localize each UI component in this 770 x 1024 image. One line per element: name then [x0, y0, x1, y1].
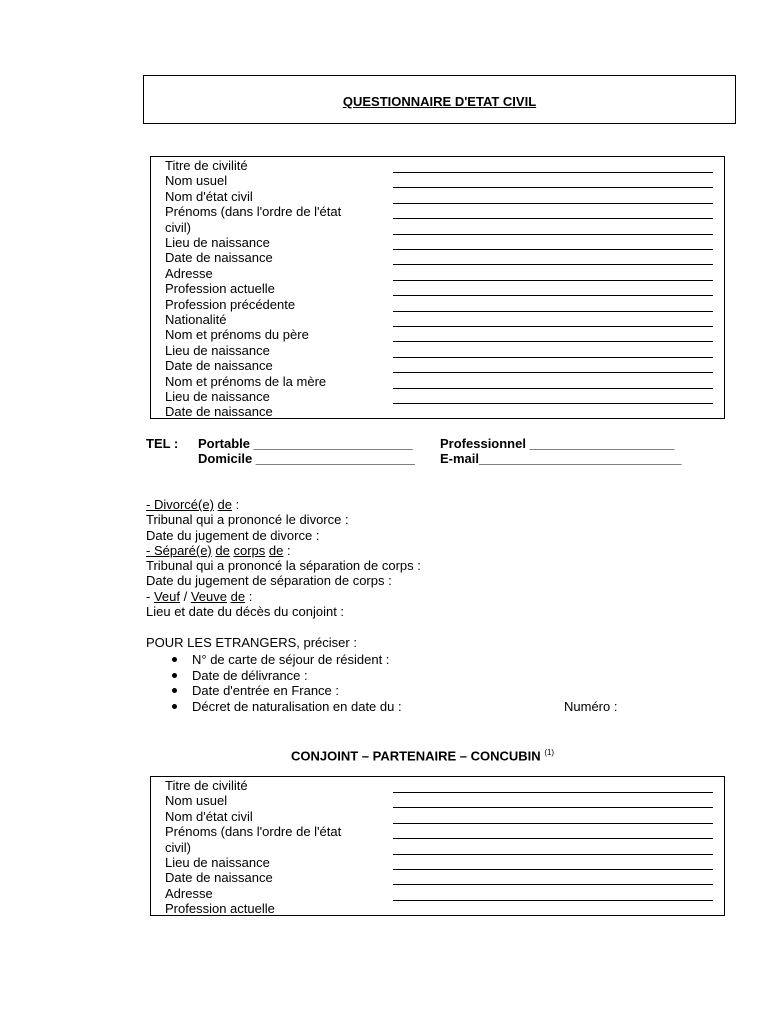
bullet-icon	[172, 673, 177, 678]
etranger-delivrance: Date de délivrance :	[192, 668, 308, 683]
etranger-decret: Décret de naturalisation en date du :	[192, 699, 402, 714]
personal-field-label-2: Nom d'état civil	[165, 188, 253, 204]
bullet-icon	[172, 688, 177, 693]
divorce-de: de	[217, 497, 233, 512]
conjoint-info-box	[150, 776, 725, 916]
conjoint-field-answer-line[interactable]	[393, 807, 713, 808]
separe-colon: :	[283, 543, 291, 558]
personal-field-answer-line[interactable]	[393, 187, 713, 188]
etranger-carte: N° de carte de séjour de résident :	[192, 652, 390, 667]
personal-field-label-4: civil)	[165, 219, 191, 235]
conjoint-field-label-5: Lieu de naissance	[165, 855, 270, 870]
title-box	[143, 75, 736, 124]
numero-label: Numéro :	[564, 699, 618, 714]
bullet-icon	[172, 657, 177, 662]
etranger-entree: Date d'entrée en France :	[192, 683, 340, 698]
divorce-colon: :	[232, 497, 240, 512]
separe-de2: de	[268, 543, 284, 558]
personal-field-label-16: Date de naissance	[165, 404, 273, 420]
veuf-colon: :	[245, 589, 253, 604]
veuf-word: Veuf	[153, 589, 180, 604]
conjoint-field-answer-line[interactable]	[393, 884, 713, 885]
personal-field-label-8: Profession actuelle	[165, 281, 275, 297]
personal-field-answer-line[interactable]	[393, 295, 713, 296]
personal-field-label-11: Nom et prénoms du père	[165, 327, 309, 343]
veuve-word: Veuve	[190, 589, 227, 604]
personal-field-answer-line[interactable]	[393, 311, 713, 312]
divorce-tribunal: Tribunal qui a prononcé le divorce :	[146, 512, 349, 527]
personal-field-label-14: Nom et prénoms de la mère	[165, 373, 327, 389]
personal-field-answer-line[interactable]	[393, 218, 713, 219]
separe-de1: de	[215, 543, 230, 558]
etrangers-heading: POUR LES ETRANGERS, préciser :	[146, 635, 357, 650]
personal-field-label-5: Lieu de naissance	[165, 235, 270, 250]
tel-label: TEL :	[146, 436, 179, 451]
personal-field-answer-line[interactable]	[393, 203, 713, 204]
personal-field-label-13: Date de naissance	[165, 358, 273, 374]
veuf-dash: -	[146, 589, 154, 604]
personal-field-label-1: Nom usuel	[165, 173, 228, 189]
personal-field-answer-line[interactable]	[393, 357, 713, 358]
conjoint-field-label-7: Adresse	[165, 885, 213, 901]
conjoint-field-label-3: Prénoms (dans l'ordre de l'état	[165, 824, 342, 840]
separe-word: - Séparé(e)	[146, 543, 212, 558]
personal-info-box	[150, 156, 725, 419]
personal-field-answer-line[interactable]	[393, 234, 713, 235]
tel-professionnel-field[interactable]: Professionnel ____________________	[440, 436, 675, 451]
personal-field-answer-line[interactable]	[393, 372, 713, 373]
veuf-slash: /	[179, 589, 191, 604]
veuf-line	[146, 589, 252, 604]
personal-field-answer-line[interactable]	[393, 341, 713, 342]
conjoint-field-answer-line[interactable]	[393, 854, 713, 855]
conjoint-field-label-1: Nom usuel	[165, 793, 228, 809]
conjoint-field-answer-line[interactable]	[393, 823, 713, 824]
personal-field-label-0: Titre de civilité	[165, 158, 248, 173]
page-title: QUESTIONNAIRE D'ETAT CIVIL	[342, 94, 537, 109]
separe-line	[146, 543, 291, 558]
personal-field-answer-line[interactable]	[393, 280, 713, 281]
separe-corps: corps	[233, 543, 266, 558]
personal-field-answer-line[interactable]	[393, 326, 713, 327]
conjoint-field-label-8: Profession actuelle	[165, 901, 275, 917]
conjoint-heading-text: CONJOINT – PARTENAIRE – CONCUBIN	[291, 748, 541, 764]
bullet-icon	[172, 704, 177, 709]
personal-field-label-7: Adresse	[165, 265, 213, 281]
personal-field-answer-line[interactable]	[393, 249, 713, 250]
tel-portable-field[interactable]: Portable ______________________	[198, 436, 413, 451]
divorce-date: Date du jugement de divorce :	[146, 528, 320, 543]
divorce-dash: -	[146, 497, 154, 512]
conjoint-field-label-4: civil)	[165, 839, 191, 855]
personal-field-label-12: Lieu de naissance	[165, 342, 270, 358]
separe-tribunal: Tribunal qui a prononcé la séparation de corps :	[146, 558, 421, 573]
conjoint-field-label-0: Titre de civilité	[165, 778, 248, 793]
personal-field-label-15: Lieu de naissance	[165, 389, 270, 404]
personal-field-label-9: Profession précédente	[165, 296, 296, 312]
personal-field-answer-line[interactable]	[393, 403, 713, 404]
deces-line: Lieu et date du décès du conjoint :	[146, 604, 345, 619]
personal-field-label-3: Prénoms (dans l'ordre de l'état	[165, 204, 342, 220]
divorce-line	[146, 497, 239, 512]
conjoint-field-answer-line[interactable]	[393, 792, 713, 793]
personal-field-answer-line[interactable]	[393, 264, 713, 265]
veuf-de: de	[230, 589, 246, 604]
separe-date: Date du jugement de séparation de corps :	[146, 573, 392, 588]
divorce-word: Divorcé(e)	[153, 497, 214, 512]
conjoint-field-label-2: Nom d'état civil	[165, 808, 253, 824]
conjoint-field-answer-line[interactable]	[393, 838, 713, 839]
email-field[interactable]: E-mail____________________________	[440, 451, 682, 466]
conjoint-heading	[291, 745, 554, 763]
personal-field-answer-line[interactable]	[393, 388, 713, 389]
tel-domicile-field[interactable]: Domicile ______________________	[198, 451, 415, 466]
footnote-mark: (1)	[544, 748, 555, 757]
personal-field-label-10: Nationalité	[165, 312, 227, 327]
conjoint-field-answer-line[interactable]	[393, 900, 713, 901]
conjoint-field-label-6: Date de naissance	[165, 870, 273, 886]
personal-field-answer-line[interactable]	[393, 172, 713, 173]
conjoint-field-answer-line[interactable]	[393, 869, 713, 870]
personal-field-label-6: Date de naissance	[165, 250, 273, 266]
